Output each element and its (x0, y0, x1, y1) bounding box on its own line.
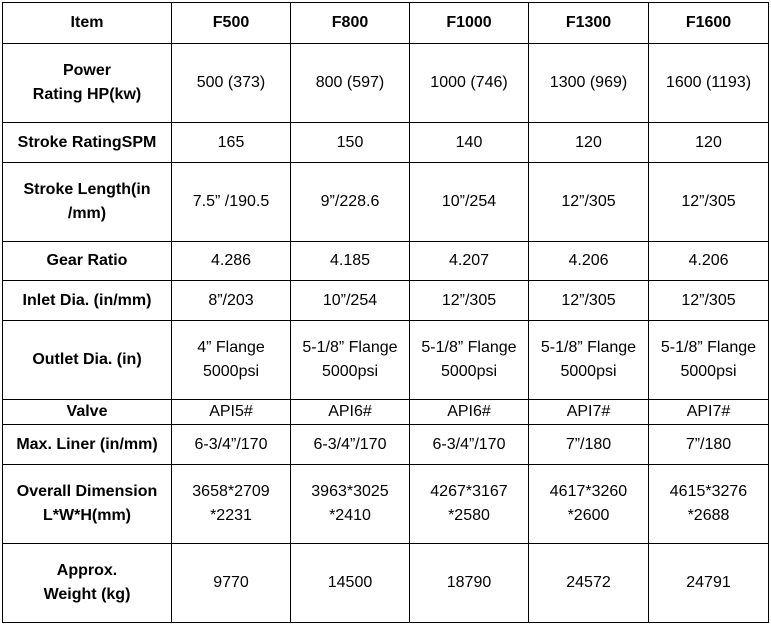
table-cell (291, 465, 410, 544)
table-row (3, 242, 769, 281)
table-cell (291, 242, 410, 281)
header-cell-f800: F800 (291, 3, 410, 44)
table-cell (649, 242, 769, 281)
table-cell (649, 544, 769, 623)
cell-value: 1000 (746) (430, 74, 508, 91)
table-row (3, 465, 769, 544)
row-label-text: Max. Liner (in/mm) (16, 435, 158, 453)
table-cell (291, 321, 410, 400)
cell-value: 4615*3276 (669, 483, 748, 500)
table-cell (291, 163, 410, 242)
cell-value: 4.207 (448, 252, 490, 269)
cell-value: 120 (575, 133, 602, 151)
row-label-text: Approx. (56, 562, 118, 579)
spec-table (2, 2, 769, 623)
cell-value: 12”/305 (561, 291, 616, 309)
cell-value: 165 (217, 133, 245, 151)
cell-value: 3963*3025 (311, 483, 389, 500)
row-label-text: Valve (66, 403, 108, 420)
table-cell (172, 425, 291, 465)
cell-value: *2231 (210, 507, 252, 524)
table-cell (172, 544, 291, 623)
cell-value: 12”/305 (681, 291, 736, 309)
table-cell (291, 281, 410, 321)
cell-value: 6-3/4”/170 (194, 435, 268, 453)
cell-value: 12”/305 (561, 193, 616, 210)
table-cell (291, 425, 410, 465)
row-label-cell (3, 163, 172, 242)
cell-value: 7.5” /190.5 (192, 193, 270, 210)
cell-value: 1300 (969) (549, 74, 628, 91)
table-row (3, 281, 769, 321)
cell-value: API7# (566, 403, 611, 420)
row-label-text: /mm) (67, 205, 107, 222)
row-label-text: Rating HP(kw) (32, 86, 142, 103)
cell-value: 120 (695, 133, 722, 151)
header-cell-f1000: F1000 (410, 3, 529, 44)
row-label-cell (3, 425, 172, 465)
cell-value: *2688 (687, 507, 730, 524)
table-row (3, 425, 769, 465)
table-cell (649, 425, 769, 465)
table-row (3, 321, 769, 400)
cell-value: 10”/254 (441, 193, 497, 210)
table-cell (410, 465, 529, 544)
cell-value: 4617*3260 (549, 483, 628, 500)
table-row (3, 544, 769, 623)
row-label-text: Inlet Dia. (in/mm) (22, 291, 152, 309)
table-cell (172, 281, 291, 321)
header-cell-f1600: F1600 (649, 3, 769, 44)
row-label-cell (3, 44, 172, 123)
cell-value: 500 (373) (196, 74, 266, 91)
table-cell (529, 425, 649, 465)
cell-value: 5-1/8” Flange (302, 339, 398, 356)
cell-value: API5# (209, 403, 253, 420)
table-cell (649, 321, 769, 400)
cell-value: 14500 (327, 574, 373, 591)
table-cell (649, 465, 769, 544)
table-cell (410, 281, 529, 321)
cell-value: API6# (447, 403, 491, 420)
header-cell-item: Item (3, 3, 172, 44)
cell-value: 4267*3167 (430, 483, 508, 500)
table-cell (529, 242, 649, 281)
cell-value: 5000psi (321, 363, 379, 380)
table-cell (649, 44, 769, 123)
cell-value: 150 (336, 133, 364, 151)
cell-value: 5-1/8” Flange (660, 339, 757, 356)
header-row (3, 3, 769, 44)
table-cell (172, 400, 291, 425)
cell-value: API6# (328, 403, 372, 420)
row-label-text: Weight (kg) (43, 586, 131, 603)
table-cell (410, 400, 529, 425)
row-label-cell (3, 281, 172, 321)
row-label-cell (3, 400, 172, 425)
table-cell (529, 123, 649, 163)
cell-value: 9”/228.6 (320, 193, 380, 210)
cell-value: 800 (597) (315, 74, 385, 91)
cell-value: 24572 (566, 574, 611, 591)
cell-value: 5000psi (202, 363, 260, 380)
table-cell (172, 44, 291, 123)
table-cell (529, 281, 649, 321)
cell-value: API7# (686, 403, 731, 420)
row-label-cell (3, 321, 172, 400)
table-cell (649, 400, 769, 425)
row-label-cell (3, 544, 172, 623)
table-row (3, 163, 769, 242)
row-label-text: Overall Dimension (16, 483, 158, 500)
cell-value: 4.185 (329, 252, 371, 269)
cell-value: 12”/305 (681, 193, 736, 210)
row-label-text: L*W*H(mm) (43, 507, 131, 524)
table-row (3, 123, 769, 163)
cell-value: 4.206 (568, 252, 609, 269)
cell-value: 4.286 (210, 252, 252, 269)
table-cell (410, 44, 529, 123)
table-cell (172, 465, 291, 544)
row-label-text: Power (62, 62, 111, 79)
cell-value: 140 (455, 133, 483, 151)
row-label-text: Outlet Dia. (in) (32, 351, 142, 368)
cell-value: 24791 (686, 574, 731, 591)
cell-value: 5-1/8” Flange (540, 339, 637, 356)
header-cell-f500: F500 (172, 3, 291, 44)
table-cell (529, 44, 649, 123)
cell-value: 5000psi (440, 363, 498, 380)
table-row (3, 44, 769, 123)
row-label-text: Gear Ratio (46, 252, 128, 269)
table-cell (410, 242, 529, 281)
cell-value: 4.206 (688, 252, 729, 269)
table-cell (291, 123, 410, 163)
row-label-text: Stroke Length(in (23, 181, 151, 198)
cell-value: 5-1/8” Flange (421, 339, 517, 356)
cell-value: 12”/305 (441, 291, 497, 309)
table-cell (529, 465, 649, 544)
cell-value: 5000psi (680, 363, 737, 380)
cell-value: 5000psi (560, 363, 617, 380)
row-label-cell (3, 465, 172, 544)
table-cell (172, 163, 291, 242)
table-cell (410, 544, 529, 623)
cell-value: 8”/203 (208, 291, 254, 309)
cell-value: 6-3/4”/170 (313, 435, 387, 453)
table-row (3, 400, 769, 425)
cell-value: 4” Flange (197, 339, 265, 356)
cell-value: 6-3/4”/170 (432, 435, 506, 453)
table-cell (172, 242, 291, 281)
table-cell (529, 321, 649, 400)
row-label-text: Stroke RatingSPM (17, 133, 157, 151)
cell-value: 7”/180 (565, 435, 612, 453)
cell-value: 1600 (1193) (665, 74, 752, 91)
table-cell (172, 123, 291, 163)
table-cell (649, 163, 769, 242)
table-cell (410, 321, 529, 400)
cell-value: 3658*2709 (192, 483, 270, 500)
cell-value: 9770 (213, 574, 249, 591)
table-cell (649, 281, 769, 321)
cell-value: 18790 (446, 574, 492, 591)
cell-value: 7”/180 (685, 435, 732, 453)
table-cell (649, 123, 769, 163)
row-label-cell (3, 242, 172, 281)
cell-value: *2410 (329, 507, 371, 524)
header-cell-f1300: F1300 (529, 3, 649, 44)
table-cell (291, 400, 410, 425)
cell-value: *2600 (567, 507, 610, 524)
table-cell (291, 44, 410, 123)
table-cell (172, 321, 291, 400)
table-cell (529, 400, 649, 425)
table-cell (291, 544, 410, 623)
table-cell (529, 163, 649, 242)
cell-value: 10”/254 (322, 291, 378, 309)
table-cell (529, 544, 649, 623)
table-cell (410, 163, 529, 242)
row-label-cell (3, 123, 172, 163)
table-cell (410, 123, 529, 163)
table-cell (410, 425, 529, 465)
cell-value: *2580 (448, 507, 490, 524)
